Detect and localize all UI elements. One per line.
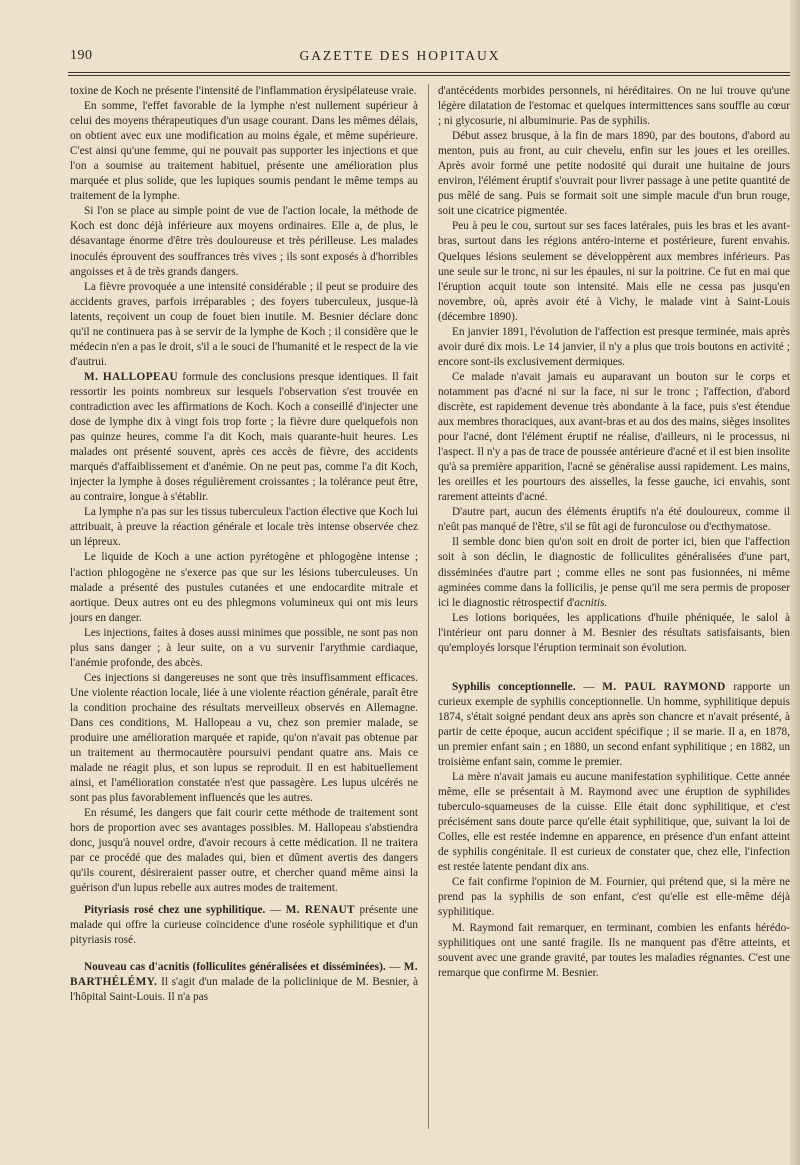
section-paragraph: Nouveau cas d'acnitis (folliculites généralisées et disséminées). — M. BARTHÉLÉMY. Il s'agit d'un malade de la policlinique de M. Besnier, à l'hôpital Saint-Louis. Il n'a pas — [70, 960, 418, 1003]
page-header — [0, 44, 800, 66]
page-number: 190 — [70, 48, 93, 63]
paragraph: Peu à peu le cou, surtout sur ses faces latérales, puis les bras et les avant-bras, surtout dans les régions antéro-interne et postérieure, furent envahis. Quelques lésions seulement se développèrent aux membres inférieurs. Pas une seule sur le tronc, ni sur les épaules, ni sur la poitrine. Ce fut en mai que l'éruption acquit toute son intensité. Mais elle ne cessa pas jusqu'en novembre, où, après avoir été à Vichy, le malade vint à Saint-Louis (décembre 1890). — [438, 220, 790, 323]
header-rule-bottom — [68, 75, 790, 76]
emphasis: acnitis. — [574, 596, 608, 609]
paragraph: En résumé, les dangers que fait courir cette méthode de traitement sont hors de proportion avec ses avantages possibles. M. Hallopeau s'abstiendra donc, jusqu'à nouvel ordre, d'avoir recours à cette médication. Il ne traitera par ce procédé que des malades qui, bien et dûment avertis des dangers qu'ils courent, désireraient passer outre, et chercher quand même ainsi la guérison d'un lupus rebelle aux autres modes de traitement. — [70, 807, 418, 895]
paragraph: Il semble donc bien qu'on soit en droit de porter ici, bien que l'affection soit à son déclin, le diagnostic de folliculites généralisées d'une part, disséminées d'autre part ; comme elles ne sont pas fusionnées, ni même agminées comme dans la follicilis, je pense qu'il me sera permis de proposer ici le diagnostic rétrospectif d'acnitis. — [438, 536, 790, 609]
paragraph: toxine de Koch ne présente l'intensité de l'inflammation érysipélateuse vraie. — [70, 85, 417, 97]
journal-title: GAZETTE DES HOPITAUX — [299, 48, 501, 63]
page-binding-shadow — [790, 0, 800, 1165]
section-title: Pityriasis rosé chez une syphilitique. — [84, 903, 266, 916]
paragraph: Si l'on se place au simple point de vue de l'action locale, la méthode de Koch est donc déjà inférieure aux moyens ordinaires. Elle a, de plus, le désavantage énorme d'être très douloureuse et très périlleuse. Les malades inoculés éprouvent des souffrances très vives ; ils sont exposés à d'horribles angoisses et à de très grands dangers. — [70, 205, 418, 278]
spacer — [438, 656, 790, 668]
paragraph: Les lotions boriquées, les applications d'huile phéniquée, le salol à l'intérieur ont paru donner à M. Besnier des résultats satisfaisants, bien qu'employés lorsque l'éruption terminait son évolution. — [438, 611, 790, 654]
column-divider — [428, 84, 429, 1129]
header-rule-top — [68, 72, 790, 73]
paragraph: La mère n'avait jamais eu aucune manifestation syphilitique. Cette année même, elle se présentait à M. Raymond avec une éruption de syphilides tuberculo-squameuses de la cuisse. Elle était donc syphilitique, et c'est précisément sans doute parce qu'elle était syphilitique, que, suivant la loi de Colles, elle est restée indemne en apparence, en présence d'un enfant atteint de syphilis congénitale. Il est curieux de constater que, chez elle, l'infection est restée latente pendant dix ans. — [438, 771, 790, 874]
paragraph: La lymphe n'a pas sur les tissus tuberculeux l'action élective que Koch lui attribuait, à preuve la réaction générale et locale très intense observée chez un lépreux. — [70, 506, 418, 549]
paragraph: En janvier 1891, l'évolution de l'affection est presque terminée, mais après avoir duré dix mois. Le 14 janvier, il n'y a plus que trois boutons en activité ; encore sont-ils exclusivement dermiques. — [438, 325, 790, 368]
section-title: Syphilis conceptionnelle. — [452, 680, 576, 693]
paragraph: Ce fait confirme l'opinion de M. Fournier, qui prétend que, si la mère ne prend pas la syphilis de son enfant, c'est qu'elle est elle-même déjà syphilitique. — [438, 876, 790, 919]
section-paragraph: Syphilis conceptionnelle. — M. PAUL RAYMOND rapporte un curieux exemple de syphilis conceptionnelle. Un homme, syphilitique depuis 1874, s'était soigné pendant deux ans après son chancre et n'avait présenté, à partir de cette époque, aucun accident spécifique ; il se marie. Il a, en 1878, un premier enfant sain ; en 1880, un second enfant syphilitique ; en 1882, un troisième enfant sain, comme le premier. — [438, 680, 790, 769]
right-column — [438, 84, 790, 981]
paragraph: d'antécédents morbides personnels, ni héréditaires. On ne lui trouve qu'une légère dilatation de l'estomac et quelques intermittences sans souffle au cœur ; ni glycosurie, ni albuminurie. Pas de syphilis. — [438, 85, 790, 128]
spacer — [70, 948, 418, 960]
paragraph: M. Raymond fait remarquer, en terminant, combien les enfants hérédo-syphilitiques ont une santé fragile. Ils ne manquent pas d'être atteints, et souvent avec une grande gravité, par toutes les maladies régnantes. C'est une remarque que confirme M. Besnier. — [438, 921, 790, 979]
paragraph: Les injections, faites à doses aussi minimes que possible, ne sont pas non plus sans danger ; à leur suite, on a vu survenir l'arythmie cardiaque, l'anémie profonde, des abcès. — [70, 626, 418, 669]
paragraph: En somme, l'effet favorable de la lymphe n'est nullement supérieur à celui des moyens thérapeutiques d'un usage courant. Dans les mêmes délais, on obtient avec eux une modification au moins égale, et même supérieure. C'est ainsi qu'une femme, qui ne pouvait pas supporter les injections et que l'on a soumise au traitement habituel, présente une amélioration plus marquée et plus solide, que les lupiques soumis pendant le même temps au traitement de la lymphe. — [70, 100, 418, 203]
speaker-name: M. PAUL RAYMOND — [602, 680, 726, 693]
paragraph: M. HALLOPEAU formule des conclusions presque identiques. Il fait ressortir les points nombreux sur lesquels l'observation s'est trouvée en contradiction avec les affirmations de Koch. Koch a conseillé d'injecter une dose de lymphe dix à vingt fois trop forte ; la fièvre dure quelquefois non pas quinze heures, comme l'a dit Koch, mais quarante-huit heures. Les malades ont présenté souvent, après ces accès de fièvre, des accidents marqués d'affaiblissement et d'anémie. On ne peut pas, comme l'a dit Koch, injecter la lymphe à doses régulièrement croissantes ; la tolérance peut être, au contraire, longue à s'établir. — [70, 370, 418, 504]
spacer — [438, 668, 790, 680]
paragraph: Ces injections si dangereuses ne sont que très insuffisamment efficaces. Une violente réaction locale, liée à une violente réaction générale, paraît être la condition prochaine des résultats merveilleux observés en Allemagne. Dans ces conditions, M. Hallopeau a vu, chez son premier malade, se produire une amélioration marquée et rapide, qu'on n'avait pas obtenue par un traitement au thermocautère poursuivi pendant quatre ans. Mais ce malade ne réagit plus, et son lupus se reproduit. Il en est habituellement ainsi, et l'amélioration constatée n'est que passagère. Les lupus ulcérés ne sont pas plus favorablement influencés que les autres. — [70, 671, 418, 805]
speaker-name: M. RENAUT — [285, 903, 355, 916]
section-paragraph: Pityriasis rosé chez une syphilitique. — M. RENAUT présente une malade qui offre la curieuse coïncidence d'une roséole syphilitique et d'un pityriasis rosé. — [70, 903, 418, 946]
paragraph: Ce malade n'avait jamais eu auparavant un bouton sur le corps et notamment pas d'acné ni sur la face, ni sur le tronc ; l'affection, d'abord discrète, est rapidement devenue très abondante à la face, puis s'est étendue aux membres thoraciques, aux avant-bras et au dos des mains, sièges insolites pour l'acné, dont l'élément éruptif ne réalise, d'ailleurs, ni le processus, ni l'aspect. Il n'y a pas de trace de poussée antérieure d'acné et il est bien insolite qu'à sa première apparition, l'acné se généralise aussi rapidement. Les mains, les oreilles et les pourtours des aisselles, la fesse gauche, ici envahis, sont rarement atteints d'acné. — [438, 370, 790, 504]
section-title: Nouveau cas d'acnitis (folliculites généralisées et disséminées). — [84, 960, 386, 973]
paragraph: La fièvre provoquée a une intensité considérable ; il peut se produire des accidents graves, parfois irréparables ; des foyers tuberculeux, jusque-là latents, reçoivent un coup de fouet bien inutile. M. Besnier déclare donc qu'il ne continuera pas à se servir de la lymphe de Koch ; il considère que le médecin n'en a pas le droit, s'il a le souci de l'humanité et le respect de la vie d'autrui. — [70, 280, 418, 368]
paragraph: Le liquide de Koch a une action pyrétogène et phlogogène intense ; l'action phlogogène ne s'exerce pas que sur les lésions tuberculeuses. Un malade a présenté des pustules cutanées et une endocardite mitrale et aortique. Deux autres ont eu des phlegmons volumineux qui ont mis leurs jours en danger. — [70, 551, 418, 624]
paragraph: Début assez brusque, à la fin de mars 1890, par des boutons, d'abord au menton, puis au front, au cuir chevelu, enfin sur les joues et les oreilles. Après avoir formé une petite nodosité qui durait une huitaine de jours environ, l'élément éruptif s'ouvrait pour livrer passage à une petite quantité de pus mêlé de sang. Puis se formait soit une simple macule d'un brun rouge, soit une cicatrice pigmentée. — [438, 130, 790, 218]
speaker-name: M. BARTHÉLÉMY. — [70, 960, 418, 988]
paragraph: D'autre part, aucun des éléments éruptifs n'a été douloureux, comme il n'eût pas manqué de l'être, s'il se fût agi de furonculose ou d'ecthymatose. — [438, 506, 790, 534]
left-column — [70, 84, 418, 1005]
speaker-name: M. HALLOPEAU — [84, 370, 179, 383]
